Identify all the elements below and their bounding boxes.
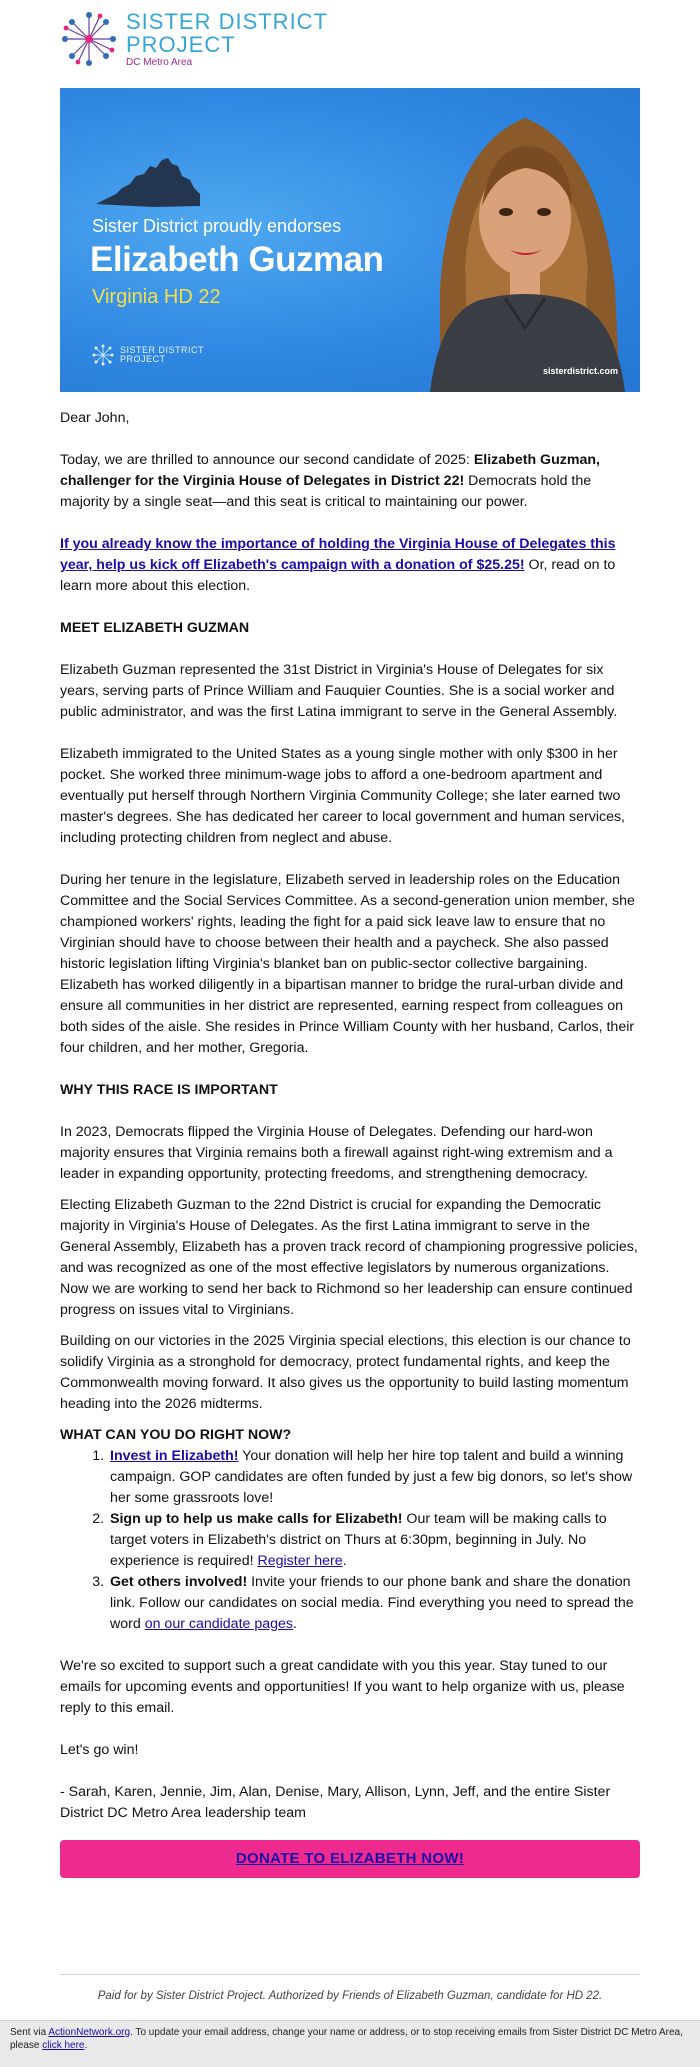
cta-after-text: Or, read on to learn more about this election. bbox=[60, 557, 616, 594]
email-body bbox=[60, 408, 640, 1878]
authorized-by-text: Authorized by Friends of Elizabeth Guzman, candidate for HD 22. bbox=[265, 1990, 603, 2002]
sister-district-logo-icon bbox=[60, 10, 118, 68]
sister-district-mini-logo-icon bbox=[92, 344, 114, 366]
unsubscribe-click-here-link[interactable]: click here bbox=[42, 2040, 85, 2051]
why-paragraph-1: In 2023, Democrats flipped the Virginia House of Delegates. Defending our hard-won majority ensures that Virginia remains both a firewall against right-wing extremism and a leader in expanding opportunity, protecting freedoms, and strengthening democracy. bbox=[60, 1124, 613, 1182]
candidate-pages-link[interactable]: on our candidate pages bbox=[144, 1616, 293, 1632]
email-header bbox=[60, 8, 640, 70]
action-3-text: Invite your friends to our phone bank and share the donation link. Follow our candidates on social media. Find everything you need to spread the word bbox=[110, 1574, 634, 1632]
intro-bold-text: Elizabeth Guzman, challenger for the Virginia House of Delegates in District 22! bbox=[60, 452, 600, 489]
action-item-calls bbox=[108, 1509, 640, 1572]
greeting: Dear John, bbox=[60, 410, 130, 426]
hero-mini-logo-line-1: SISTER DISTRICT bbox=[120, 344, 205, 355]
hero-mini-logo bbox=[92, 344, 204, 366]
intro-text-1: Today, we are thrilled to announce our second candidate of 2025: bbox=[60, 452, 474, 468]
email-footer bbox=[0, 2020, 700, 2067]
action-2-text: Our team will be making calls to target voters in Elizabeth's district on Thurs at 6:30pm, beginning in July. No experience is required! bbox=[110, 1511, 607, 1569]
hero-banner[interactable] bbox=[60, 88, 640, 392]
action-item-invest bbox=[108, 1446, 640, 1509]
action-3-tail: . bbox=[293, 1616, 297, 1632]
donate-cta-link[interactable]: If you already know the importance of holding the Virginia House of Delegates this year, help us kick off Elizabeth's campaign with a donation of $25.25! bbox=[60, 536, 616, 573]
footer-divider bbox=[60, 1974, 640, 1975]
hero-url: sisterdistrict.com bbox=[542, 366, 618, 376]
footer-sent-via: Sent via bbox=[10, 2027, 49, 2038]
signoff-text: - Sarah, Karen, Jennie, Jim, Alan, Denise, Mary, Allison, Lynn, Jeff, and the entire Sister District DC Metro Area leadership team bbox=[60, 1784, 611, 1821]
invest-link[interactable]: Invest in Elizabeth! bbox=[110, 1448, 239, 1464]
action-list bbox=[108, 1446, 640, 1635]
lets-go-text: Let's go win! bbox=[60, 1742, 139, 1758]
meet-heading: MEET ELIZABETH GUZMAN bbox=[60, 620, 250, 636]
hero-mini-logo-line-2: PROJECT bbox=[120, 354, 166, 364]
logo-wordmark bbox=[126, 8, 329, 68]
footer-end: . bbox=[84, 2040, 88, 2051]
logo-line-3: DC Metro Area bbox=[126, 56, 193, 68]
action-item-share bbox=[108, 1572, 640, 1635]
action-1-text: Your donation will help her hire top talent and build a winning campaign. GOP candidates are often funded by just a few big donors, so let's show her some grassroots love! bbox=[110, 1448, 633, 1506]
footer-middle-text: . To update your email address, change your name or address, or to stop receiving emails from Sister District DC Metro Area, please bbox=[10, 2027, 683, 2051]
register-here-link[interactable]: Register here bbox=[257, 1553, 343, 1569]
action-2-tail: . bbox=[342, 1553, 347, 1569]
hero-district: Virginia HD 22 bbox=[92, 286, 221, 308]
hero-endorse-text: Sister District proudly endorses bbox=[92, 216, 342, 236]
candidate-portrait-image bbox=[410, 88, 640, 392]
intro-text-2: Democrats hold the majority by a single seat—and this seat is critical to maintaining our power. bbox=[60, 473, 592, 510]
why-paragraph-3: Building on our victories in the 2025 Virginia special elections, this election is our chance to solidify Virginia as a stronghold for democracy, protect fundamental rights, and keep the Commonwealth moving forward. It also gives us the opportunity to build lasting momentum heading into the 2026 midterms. bbox=[60, 1333, 631, 1412]
hero-mini-logo-text bbox=[120, 346, 204, 365]
logo-line-2: PROJECT bbox=[126, 31, 236, 57]
action-2-lead: Sign up to help us make calls for Elizabeth! bbox=[110, 1511, 403, 1527]
why-heading: WHY THIS RACE IS IMPORTANT bbox=[60, 1082, 278, 1098]
intro-paragraph bbox=[60, 450, 640, 513]
meet-paragraph-3: During her tenure in the legislature, Elizabeth served in leadership roles on the Education Committee and the Social Services Committee. As a second-generation union member, she championed workers' rights, leading the fight for a paid sick leave law to ensure that no Virginian should have to choose between their health and a paycheck. She also passed historic legislation lifting Virginia's blanket ban on public-sector collective bargaining. Elizabeth has worked diligently in a bipartisan manner to bridge the rural-urban divide and ensure all communities in her district are represented, earning respect from colleagues on both sides of the aisle. She resides in Prince William County with her husband, Carlos, their four children, and her mother, Gregoria. bbox=[60, 872, 635, 1056]
logo-line-1: SISTER DISTRICT bbox=[126, 8, 329, 34]
virginia-map-icon bbox=[92, 154, 202, 210]
meet-paragraph-2: Elizabeth immigrated to the United States as a young single mother with only $300 in her pocket. She worked three minimum-wage jobs to afford a one-bedroom apartment and eventually put herself through Northern Virginia Community College; she later earned two master's degrees. She has dedicated her career to local government and human services, including protecting children from neglect and abuse. bbox=[60, 746, 625, 846]
closing-paragraph: We're so excited to support such a great candidate with you this year. Stay tuned to our emails for upcoming events and opportunities! If you want to help organize with us, please reply to this email. bbox=[60, 1658, 625, 1716]
donate-button[interactable]: DONATE TO ELIZABETH NOW! bbox=[60, 1840, 640, 1878]
paid-for-disclaimer bbox=[60, 1990, 640, 2002]
actionnetwork-link[interactable]: ActionNetwork.org bbox=[48, 2027, 131, 2038]
what-heading: WHAT CAN YOU DO RIGHT NOW? bbox=[60, 1427, 292, 1443]
cta-paragraph bbox=[60, 534, 640, 597]
action-3-lead: Get others involved! bbox=[110, 1574, 248, 1590]
hero-candidate-name: Elizabeth Guzman bbox=[90, 240, 384, 279]
meet-paragraph-1: Elizabeth Guzman represented the 31st District in Virginia's House of Delegates for six years, serving parts of Prince William and Fauquier Counties. She is a social worker and public administrator, and was the first Latina immigrant to serve in the General Assembly. bbox=[60, 662, 618, 720]
paid-for-text: Paid for by Sister District Project. bbox=[97, 1990, 266, 2002]
why-paragraph-2: Electing Elizabeth Guzman to the 22nd District is crucial for expanding the Democratic majority in Virginia's House of Delegates. As the first Latina immigrant to serve in the General Assembly, Elizabeth has a proven track record of championing progressive policies, and was recognized as one of the most effective legislators by numerous organizations. Now we are working to send her back to Richmond so her leadership can ensure continued progress on issues vital to Virginians. bbox=[60, 1197, 638, 1318]
